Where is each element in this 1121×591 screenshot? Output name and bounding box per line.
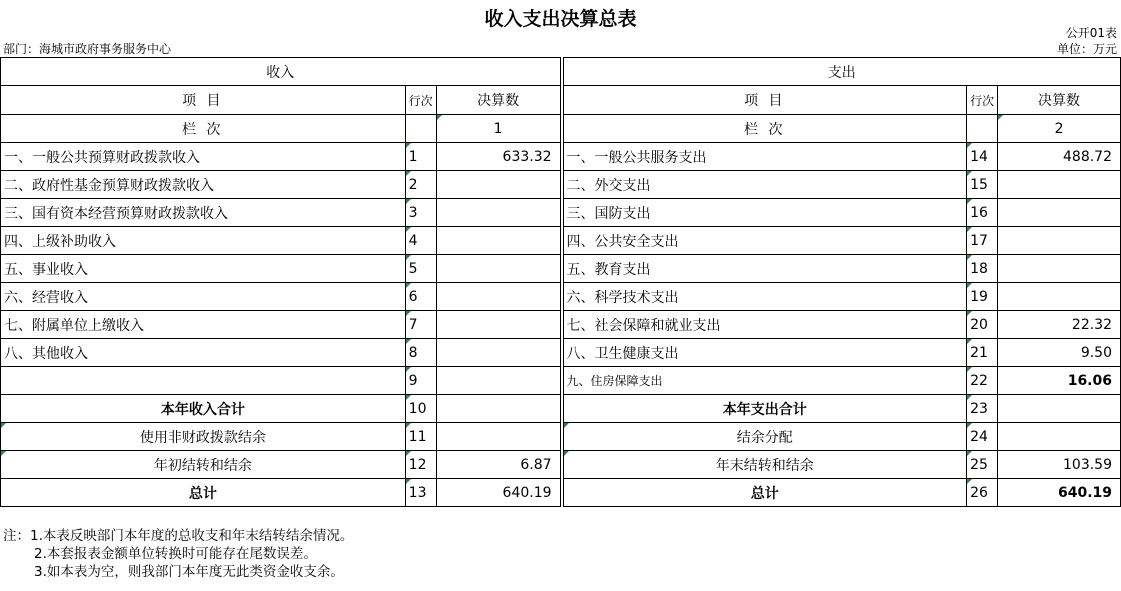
expense-row-no: 21 (967, 339, 998, 367)
expense-row-no: 17 (967, 227, 998, 255)
department-label: 部门：海城市政府事务服务中心 (3, 42, 172, 56)
expense-row-no: 19 (967, 283, 998, 311)
expense-item: 六、科学技术支出 (563, 283, 967, 311)
note-2: 2.本套报表金额单位转换时可能存在尾数误差。 (34, 546, 317, 562)
table-row (1, 255, 1121, 283)
table-row (1, 367, 1121, 395)
expense-header: 支出 (563, 58, 1120, 86)
expense-row-no: 14 (967, 143, 998, 171)
table-row (1, 227, 1121, 255)
income-item: 二、政府性基金预算财政拨款收入 (1, 171, 406, 199)
income-row-no: 9 (405, 367, 436, 395)
expense-value: 9.50 (998, 339, 1121, 367)
expense-value (998, 227, 1121, 255)
end-balance-value: 103.59 (998, 451, 1121, 479)
income-value (436, 311, 560, 339)
begin-balance-value: 6.87 (436, 451, 560, 479)
income-row-no: 4 (405, 227, 436, 255)
expense-value (998, 171, 1121, 199)
expense-row-no: 15 (967, 171, 998, 199)
table-row (1, 339, 1121, 367)
expense-row-no: 18 (967, 255, 998, 283)
table-row (1, 143, 1121, 171)
income-value (436, 199, 560, 227)
expense-amount-header: 决算数 (998, 86, 1121, 115)
expense-total-no: 23 (967, 395, 998, 423)
expense-item: 五、教育支出 (563, 255, 967, 283)
expense-value: 22.32 (998, 311, 1121, 339)
unit-label: 单位：万元 (1056, 42, 1117, 56)
income-value (436, 367, 560, 395)
end-balance-no: 25 (967, 451, 998, 479)
income-expense-table (0, 57, 1121, 507)
expense-item: 二、外交支出 (563, 171, 967, 199)
income-row-no: 1 (405, 143, 436, 171)
grand-expense-no: 26 (967, 479, 998, 507)
table-row (1, 171, 1121, 199)
income-item: 八、其他收入 (1, 339, 406, 367)
income-row-no: 5 (405, 255, 436, 283)
grand-income-label: 总计 (1, 479, 406, 507)
grand-income-value: 640.19 (436, 479, 560, 507)
expense-value (998, 199, 1121, 227)
income-item (1, 367, 406, 395)
income-item: 四、上级补助收入 (1, 227, 406, 255)
nonfiscal-label: 使用非财政拨款结余 (1, 423, 406, 451)
end-balance-label: 年末结转和结余 (563, 451, 967, 479)
expense-total-value (998, 395, 1121, 423)
income-row-no: 6 (405, 283, 436, 311)
income-column-index: 1 (436, 115, 560, 143)
expense-item: 八、卫生健康支出 (563, 339, 967, 367)
income-value (436, 339, 560, 367)
note-1: 注：1.本表反映部门本年度的总收支和年末结转结余情况。 (3, 528, 354, 544)
expense-value (998, 283, 1121, 311)
table-row (1, 199, 1121, 227)
expense-column-index: 2 (998, 115, 1121, 143)
income-row-no: 8 (405, 339, 436, 367)
income-row-no: 2 (405, 171, 436, 199)
expense-item: 三、国防支出 (563, 199, 967, 227)
expense-rowno-header: 行次 (967, 86, 998, 115)
income-value (436, 171, 560, 199)
begin-balance-no: 12 (405, 451, 436, 479)
income-header: 收入 (1, 58, 561, 86)
surplus-distribution-value (998, 423, 1121, 451)
grand-expense-label: 总计 (563, 479, 967, 507)
form-number: 公开01表 (1065, 26, 1117, 40)
income-value (436, 255, 560, 283)
nonfiscal-no: 11 (405, 423, 436, 451)
table-row (1, 283, 1121, 311)
income-rowno-header: 行次 (405, 86, 436, 115)
income-row-no: 7 (405, 311, 436, 339)
expense-item: 七、社会保障和就业支出 (563, 311, 967, 339)
expense-row-no: 22 (967, 367, 998, 395)
begin-balance-label: 年初结转和结余 (1, 451, 406, 479)
expense-row-no: 20 (967, 311, 998, 339)
note-3: 3.如本表为空，则我部门本年度无此类资金收支余。 (34, 564, 344, 580)
nonfiscal-value (436, 423, 560, 451)
expense-value: 16.06 (998, 367, 1121, 395)
expense-item: 四、公共安全支出 (563, 227, 967, 255)
expense-item-header: 项 目 (563, 86, 967, 115)
grand-expense-value: 640.19 (998, 479, 1121, 507)
income-item: 六、经营收入 (1, 283, 406, 311)
expense-total-label: 本年支出合计 (563, 395, 967, 423)
expense-value: 488.72 (998, 143, 1121, 171)
footnotes (3, 527, 353, 581)
income-total-label: 本年收入合计 (1, 395, 406, 423)
income-item: 一、一般公共预算财政拨款收入 (1, 143, 406, 171)
income-item: 五、事业收入 (1, 255, 406, 283)
income-row-no: 3 (405, 199, 436, 227)
income-item-header: 项 目 (1, 86, 406, 115)
expense-row-no: 16 (967, 199, 998, 227)
income-column-label: 栏 次 (1, 115, 406, 143)
income-value (436, 227, 560, 255)
surplus-distribution-no: 24 (967, 423, 998, 451)
table-row (1, 311, 1121, 339)
income-total-no: 10 (405, 395, 436, 423)
expense-value (998, 255, 1121, 283)
income-item: 七、附属单位上缴收入 (1, 311, 406, 339)
expense-column-label: 栏 次 (563, 115, 967, 143)
income-value (436, 283, 560, 311)
expense-item: 一、一般公共服务支出 (563, 143, 967, 171)
income-total-value (436, 395, 560, 423)
expense-item: 九、住房保障支出 (563, 367, 967, 395)
income-amount-header: 决算数 (436, 86, 560, 115)
income-value: 633.32 (436, 143, 560, 171)
grand-income-no: 13 (405, 479, 436, 507)
surplus-distribution-label: 结余分配 (563, 423, 967, 451)
income-item: 三、国有资本经营预算财政拨款收入 (1, 199, 406, 227)
report-title: 收入支出决算总表 (484, 8, 637, 30)
